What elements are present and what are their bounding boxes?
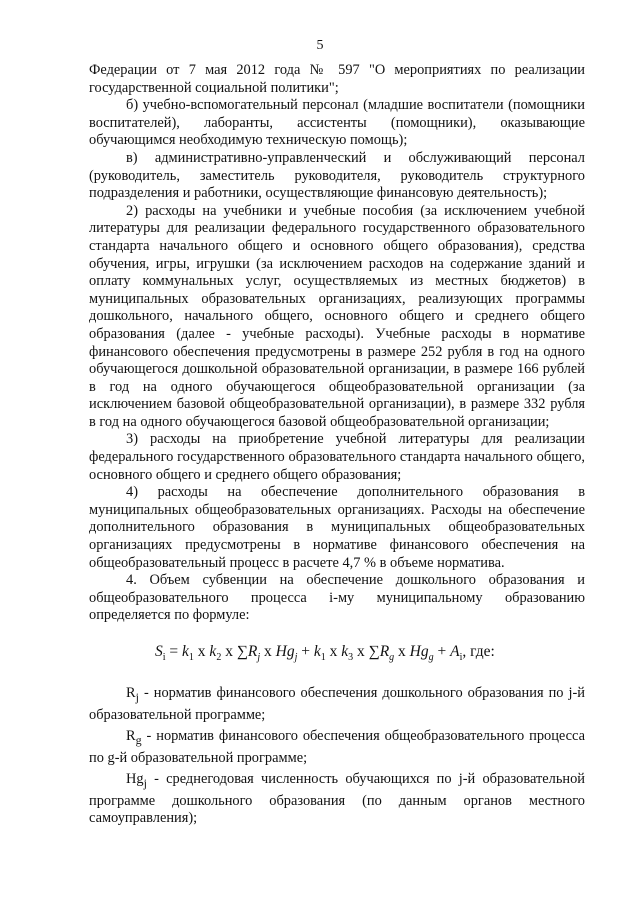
paragraph-item-3: 3) расходы на приобретение учебной литературы для реализации федерального государственного образовательного стандарта начального общего, основного общего и среднего общего образования; bbox=[89, 431, 585, 483]
definition-rg: $R_g$ - норматив финансового обеспечения общеобразовательного процесса по g-й образовательной программе; bbox=[89, 728, 585, 766]
page-number: 5 bbox=[316, 38, 324, 53]
definition-rj: $R_j$ - норматив финансового обеспечения дошкольного образования по j-й образовательной программе; bbox=[89, 685, 585, 723]
paragraph-continuation: Федерации от 7 мая 2012 года № 597 "О мероприятиях по реализации государственной социальной политики"; bbox=[89, 62, 585, 96]
document-body bbox=[89, 62, 585, 828]
subvention-formula: $S_i = k_1$ x $k_2$ x $\sum R_j$ x $Hg_j + k_1$ x $k_3$ x $\sum R_g$ x $Hg_g + A_i$, где: bbox=[155, 643, 495, 664]
paragraph-item-b: б) учебно-вспомогательный персонал (младшие воспитатели (помощники воспитателей), лаборанты, ассистенты (помощники), оказывающие обучающимся необходимую техническую помощь); bbox=[89, 97, 585, 149]
paragraph-section-4: 4. Объем субвенции на обеспечение дошкольного образования и общеобразовательного процесса i-му муниципальному образованию определяется по формуле: bbox=[89, 572, 585, 624]
definition-hgj: $Hg_j$ - среднегодовая численность обучающихся по j-й образовательной программе дошкольного образования (по данным органов местного самоуправления); bbox=[89, 771, 585, 827]
paragraph-item-4: 4) расходы на обеспечение дополнительного образования в муниципальных общеобразовательных организациях. Расходы на обеспечение дополнительного образования в муниципальных общеобразовательных организациях предусмотрены в нормативе финансового обеспечения на общеобразовательный процесс в расчете 4,7 % в объеме норматива. bbox=[89, 484, 585, 571]
paragraph-item-v: в) административно-управленческий и обслуживающий персонал (руководитель, заместитель руководителя, руководитель структурного подразделения и работники, осуществляющие финансовую деятельность); bbox=[89, 149, 585, 202]
paragraph-item-2: 2) расходы на учебники и учебные пособия (за исключением учебной литературы для реализации федерального государственного образовательного стандарта начального общего и основного общего образования), средства обучения, игры, игрушки (за исключением расходов на содержание зданий и оплату коммунальных услуг, осуществляемых из местных бюджетов) в муниципальных образовательных организациях, реализующих программы дошкольного, начального общего, основного общего и среднего общего образования (далее - учебные расходы). Учебные расходы в нормативе финансового обеспечения предусмотрены в размере 252 рубля в год на одного обучающегося дошкольной образовательной организации, в размере 166 рублей в год на одного обучающегося общеобразовательной организации (за исключением базовой общеобразовательной организации), в размере 332 рубля в год на одного обучающегося базовой общеобразовательной организации; bbox=[89, 202, 585, 430]
